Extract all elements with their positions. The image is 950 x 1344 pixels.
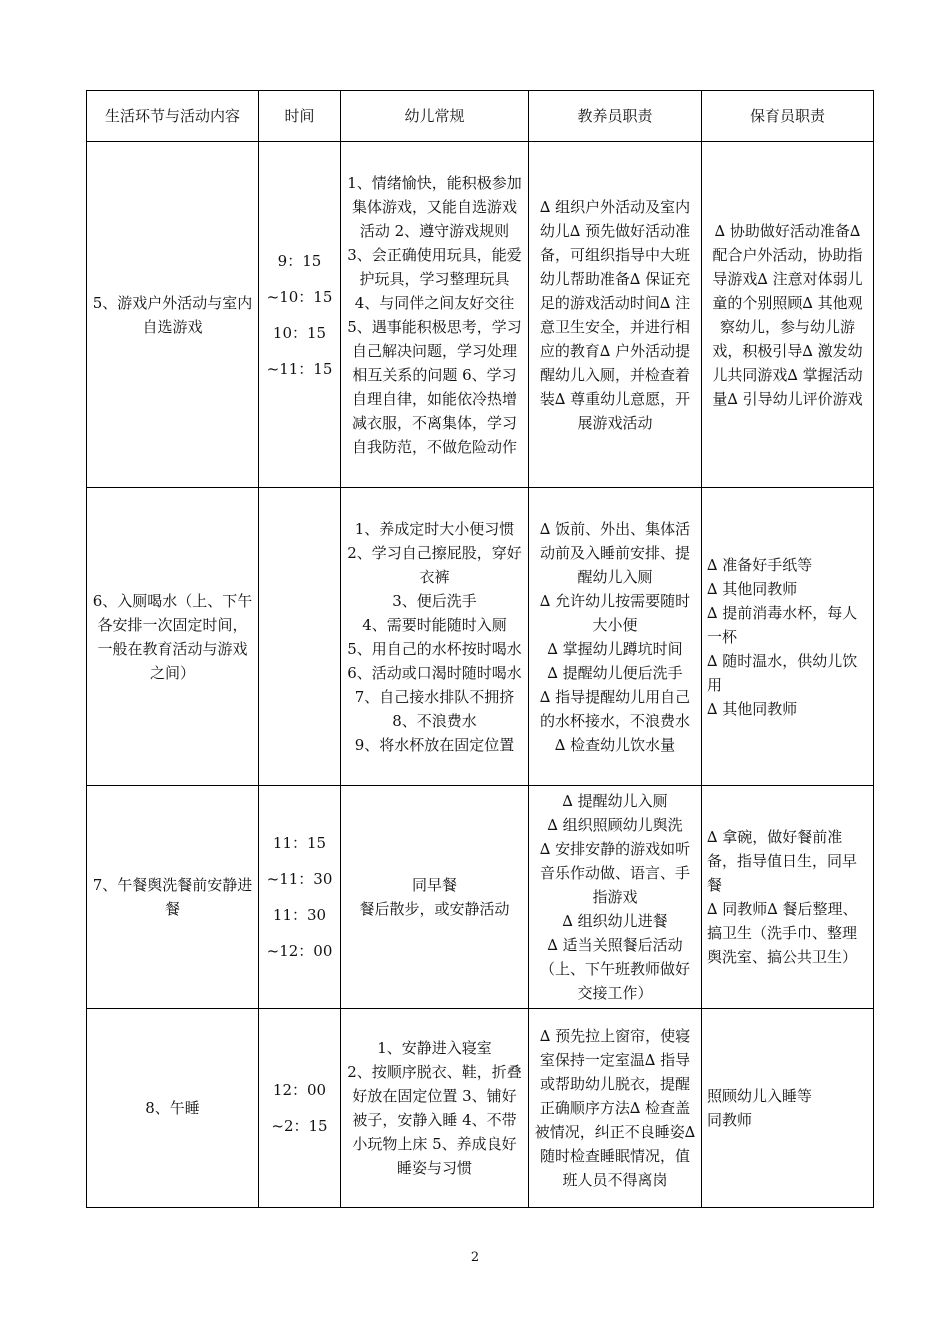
- nurse-cell: [702, 142, 874, 488]
- activity-cell: 7、午餐舆洗餐前安静进餐: [87, 786, 259, 1009]
- nurse-item: ∆ 随时温水，供幼儿饮用: [707, 651, 858, 694]
- time-cell: [259, 786, 341, 1009]
- routine-item: 餐后散步，或安静活动: [359, 900, 510, 918]
- routine-item: 2、学习自己擦屁股，穿好衣裤: [347, 543, 522, 586]
- time-value: 10：15: [272, 323, 327, 342]
- time-value: ~11：30: [266, 870, 333, 888]
- teacher-item: ∆ 适当关照餐后活动（上、下午班教师做好交接工作）: [539, 936, 690, 1002]
- teacher-item: ∆ 检查幼儿饮水量: [554, 735, 676, 754]
- nurse-item: ∆ 拿碗，做好餐前准备，指导值日生，同早餐: [707, 828, 858, 894]
- table-row: [87, 488, 874, 786]
- schedule-table: [86, 90, 874, 1208]
- nurse-item: ∆ 准备好手纸等: [707, 555, 813, 574]
- time-value: ~10：15: [266, 287, 333, 306]
- page-number: 2: [470, 1250, 480, 1265]
- time-cell: [259, 142, 341, 488]
- time-value: ~2：15: [271, 1117, 328, 1135]
- activity-cell: 8、午睡: [87, 1009, 259, 1208]
- time-cell: [259, 1009, 341, 1208]
- time-cell: [259, 488, 341, 786]
- teacher-item: ∆ 饭前、外出、集体活动前及入睡前安排、提醒幼儿入厕: [539, 519, 691, 586]
- header-routine: 幼儿常规: [341, 91, 529, 142]
- time-value: 11：30: [272, 906, 327, 924]
- header-activity: 生活环节与活动内容: [87, 91, 259, 142]
- nurse-cell: [702, 786, 874, 1009]
- teacher-cell: [529, 1009, 702, 1208]
- teacher-text: ∆ 预先拉上窗帘，使寝室保持一定室温∆ 指导或帮助幼儿脱衣，提醒正确顺序方法∆ 检查盖被情况，纠正不良睡姿∆ 随时检查睡眠情况，值班人员不得离岗: [534, 1027, 696, 1189]
- header-row: [87, 91, 874, 142]
- teacher-item: ∆ 组织照顾幼儿舆洗: [547, 816, 683, 834]
- table-row: [87, 142, 874, 488]
- routine-item: 8、不浪费水: [392, 711, 477, 730]
- routine-cell: [341, 142, 529, 488]
- time-value: ~12：00: [266, 942, 333, 960]
- teacher-text: ∆ 组织户外活动及室内幼儿∆ 预先做好活动准备，可组织指导中大班幼儿帮助准备∆ 保证充足的游戏活动时间∆ 注意卫生安全，并进行相应的教育∆ 户外活动提醒幼儿入厕，并检查着装∆ 尊重幼儿意愿，开展游戏活动: [539, 197, 691, 432]
- teacher-item: ∆ 安排安静的游戏如听音乐作动做、语言、手指游戏: [539, 840, 691, 906]
- time-value: 9：15: [277, 251, 322, 270]
- routine-cell: [341, 786, 529, 1009]
- nurse-item: ∆ 提前消毒水杯，每人一杯: [707, 603, 858, 646]
- teacher-item: ∆ 提醒幼儿便后洗手: [547, 663, 683, 682]
- time-value: ~11：15: [266, 359, 333, 378]
- routine-item: 同早餐: [411, 876, 457, 894]
- routine-item: 1、安静进入寝室: [377, 1039, 492, 1057]
- nurse-item: ∆ 其他同教师: [707, 579, 798, 598]
- activity-cell: 6、入厕喝水（上、下午各安排一次固定时间，一般在教育活动与游戏之间）: [87, 488, 259, 786]
- header-teacher-duties: 教养员职责: [529, 91, 702, 142]
- routine-item: 6、活动或口渴时随时喝水: [347, 663, 522, 682]
- activity-cell: 5、游戏户外活动与室内自选游戏: [87, 142, 259, 488]
- teacher-item: ∆ 提醒幼儿入厕: [562, 792, 668, 810]
- routine-item: 9、将水杯放在固定位置: [354, 735, 515, 754]
- teacher-item: ∆ 掌握幼儿蹲坑时间: [547, 639, 683, 658]
- teacher-cell: [529, 142, 702, 488]
- teacher-item: ∆ 组织幼儿进餐: [562, 912, 668, 930]
- routine-cell: [341, 1009, 529, 1208]
- nurse-item: 照顾幼儿入睡等: [707, 1087, 813, 1105]
- routine-text: 1、情绪愉快，能积极参加集体游戏，又能自选游戏活动 2、遵守游戏规则 3、会正确使用玩具，能爱护玩具，学习整理玩具 4、与同伴之间友好交往 5、遇事能积极思考，学习自己解决问题，学习处理相互关系的问题 6、学习自理自律，如能依冷热增减衣服，不离集体，学习自我防范，不做危险动作: [347, 173, 522, 456]
- table-row: [87, 786, 874, 1009]
- routine-item: 2、按顺序脱衣、鞋，折叠好放在固定位置 3、铺好被子，安静入睡 4、不带小玩物上床 5、养成良好睡姿与习惯: [347, 1063, 522, 1177]
- teacher-item: ∆ 允许幼儿按需要随时大小便: [539, 591, 691, 634]
- time-value: 11：15: [272, 834, 327, 852]
- teacher-item: ∆ 指导提醒幼儿用自己的水杯接水，不浪费水: [539, 687, 691, 730]
- teacher-cell: [529, 488, 702, 786]
- nurse-item: ∆ 其他同教师: [707, 699, 798, 718]
- header-nurse-duties: 保育员职责: [702, 91, 874, 142]
- nurse-cell: [702, 1009, 874, 1208]
- nurse-cell: [702, 488, 874, 786]
- nurse-text: ∆ 协助做好活动准备∆ 配合户外活动，协助指导游戏∆ 注意对体弱儿童的个别照顾∆ 其他观察幼儿，参与幼儿游戏，积极引导∆ 激发幼儿共同游戏∆ 掌握活动量∆ 引导幼儿评价游戏: [712, 221, 863, 408]
- teacher-cell: [529, 786, 702, 1009]
- routine-item: 4、需要时能随时入厕: [362, 615, 507, 634]
- header-time: 时间: [259, 91, 341, 142]
- nurse-item: 同教师: [707, 1111, 753, 1129]
- nurse-item: ∆ 同教师∆ 餐后整理、搞卫生（洗手巾、整理舆洗室、搞公共卫生）: [707, 900, 858, 966]
- routine-item: 3、便后洗手: [392, 591, 477, 610]
- table-row: [87, 1009, 874, 1208]
- routine-cell: [341, 488, 529, 786]
- time-value: 12：00: [272, 1081, 327, 1099]
- routine-item: 7、自己接水排队不拥挤: [354, 687, 515, 706]
- routine-item: 5、用自己的水杯按时喝水: [347, 639, 522, 658]
- routine-item: 1、养成定时大小便习惯: [354, 519, 515, 538]
